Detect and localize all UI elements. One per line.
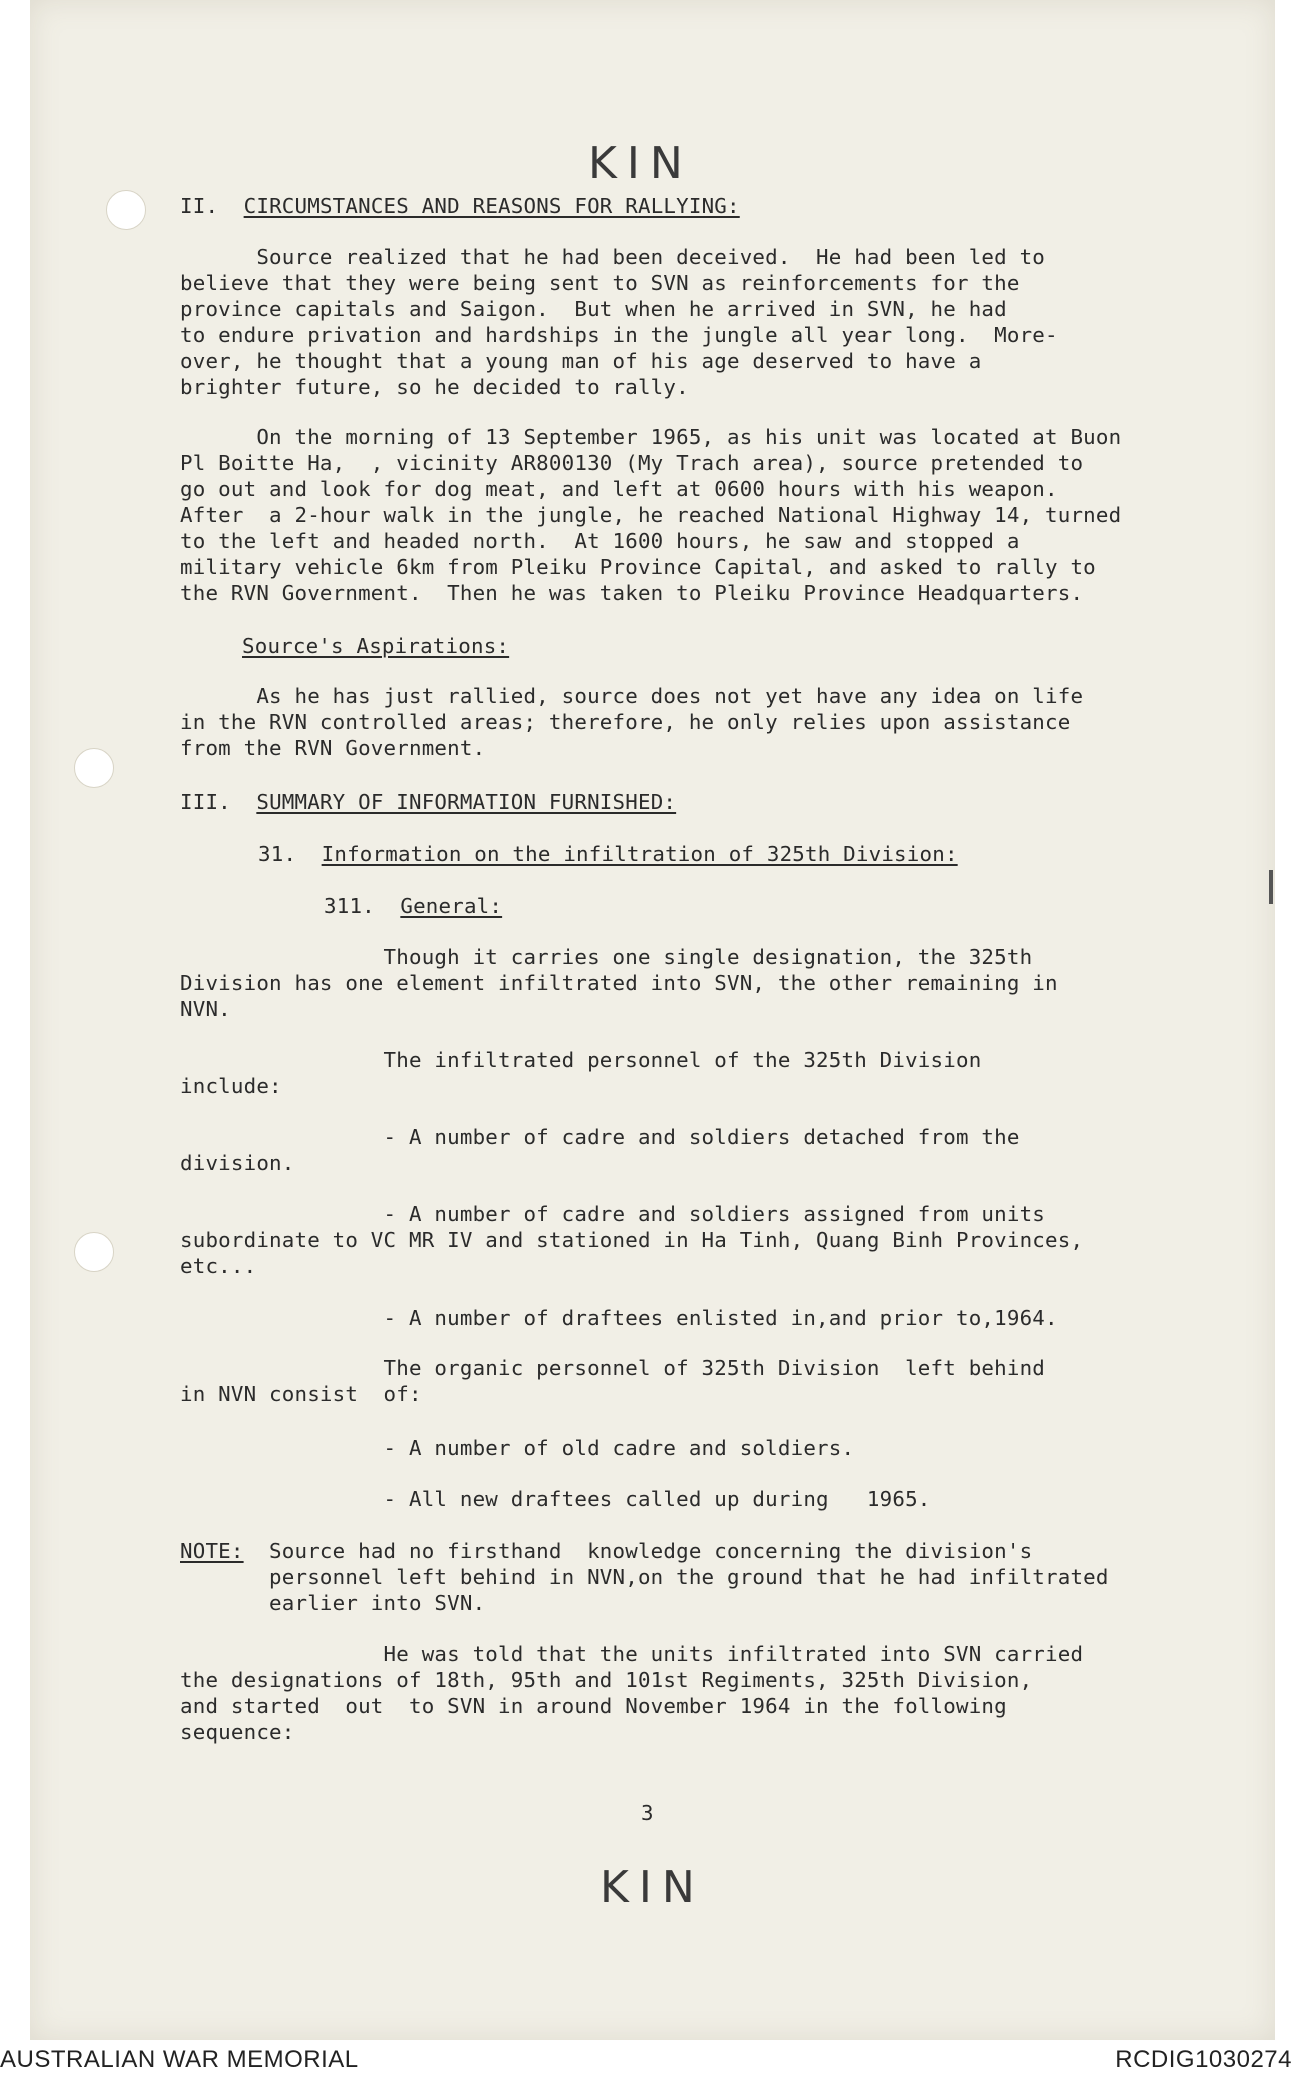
- note-block: [180, 1538, 1109, 1616]
- section-2-title: CIRCUMSTANCES AND REASONS FOR RALLYING:: [243, 194, 740, 218]
- section-3-heading: [180, 789, 676, 815]
- paragraph-line: the designations of 18th, 95th and 101st Regiments, 325th Division,: [180, 1668, 1033, 1692]
- note-text: Source had no firsthand knowledge concerning the division's: [243, 1539, 1033, 1563]
- paragraph-line: Pl Boitte Ha, , vicinity AR800130 (My Trach area), source pretended to: [180, 451, 1084, 475]
- paragraph-line: military vehicle 6km from Pleiku Province Capital, and asked to rally to: [180, 555, 1096, 579]
- list-item-line: division.: [180, 1151, 295, 1175]
- section-3-title: SUMMARY OF INFORMATION FURNISHED:: [256, 790, 677, 814]
- paragraph-line: include:: [180, 1074, 282, 1098]
- edge-mark: [1269, 870, 1273, 904]
- paragraph-aspirations: [180, 683, 1083, 761]
- section-2-heading: [180, 193, 740, 219]
- footer-handwritten-mark: KIN: [600, 1862, 705, 1913]
- list-item-line: subordinate to VC MR IV and stationed in Ha Tinh, Quang Binh Provinces,: [180, 1228, 1084, 1252]
- item-31-heading: [258, 841, 958, 867]
- paragraph-line: As he has just rallied, source does not yet have any idea on life: [180, 684, 1084, 708]
- item-31-title: Information on the infiltration of 325th Division:: [321, 842, 958, 866]
- paragraph-line: province capitals and Saigon. But when he arrived in SVN, he had: [180, 297, 1007, 321]
- paragraph-line: believe that they were being sent to SVN as reinforcements for the: [180, 271, 1020, 295]
- list-item-line: etc...: [180, 1254, 257, 1278]
- list-item-line: - A number of cadre and soldiers detached from the: [180, 1125, 1020, 1149]
- section-2-number: II.: [180, 194, 219, 218]
- punch-hole-bottom: [74, 1232, 114, 1272]
- paragraph-line: Though it carries one single designation, the 325th: [180, 945, 1033, 969]
- note-line: personnel left behind in NVN,on the ground that he had infiltrated: [180, 1565, 1109, 1589]
- list-item-line: - A number of cadre and soldiers assigned from units: [180, 1202, 1046, 1226]
- list-item: [180, 1201, 1083, 1279]
- paragraph-line: After a 2-hour walk in the jungle, he reached National Highway 14, turned: [180, 503, 1122, 527]
- item-31-number: 31.: [258, 842, 297, 866]
- punch-hole-middle: [74, 748, 114, 788]
- aspirations-heading: Source's Aspirations:: [242, 634, 510, 658]
- section-3-number: III.: [180, 790, 231, 814]
- footer-archive-id: RCDIG1030274: [1115, 2046, 1292, 2073]
- paragraph-line: to the left and headed north. At 1600 hours, he saw and stopped a: [180, 529, 1020, 553]
- paragraph-line: The organic personnel of 325th Division left behind: [180, 1356, 1046, 1380]
- list-item: - All new draftees called up during 1965.: [180, 1487, 931, 1511]
- list-item: - A number of old cadre and soldiers.: [180, 1436, 855, 1460]
- paragraph-deceived: [180, 244, 1058, 400]
- item-311-number: 311.: [324, 894, 375, 918]
- paragraph-line: Source realized that he had been deceived. He had been led to: [180, 245, 1046, 269]
- note-label: NOTE:: [180, 1539, 244, 1563]
- paragraph-line: over, he thought that a young man of his age deserved to have a: [180, 349, 982, 373]
- paragraph-rally-event: [180, 424, 1121, 606]
- page-number: 3: [641, 1801, 654, 1825]
- paragraph-line: sequence:: [180, 1720, 295, 1744]
- paragraph-line: from the RVN Government.: [180, 736, 486, 760]
- paragraph-line: in NVN consist of:: [180, 1382, 422, 1406]
- paragraph-line: go out and look for dog meat, and left at 0600 hours with his weapon.: [180, 477, 1058, 501]
- paragraph-line: NVN.: [180, 997, 231, 1021]
- paragraph-designation: [180, 944, 1058, 1022]
- paragraph-line: On the morning of 13 September 1965, as his unit was located at Buon: [180, 425, 1122, 449]
- paragraph-line: the RVN Government. Then he was taken to Pleiku Province Headquarters.: [180, 581, 1084, 605]
- paragraph-line: Division has one element infiltrated into SVN, the other remaining in: [180, 971, 1058, 995]
- paragraph-regiments: [180, 1641, 1083, 1745]
- footer-archive-name: AUSTRALIAN WAR MEMORIAL: [0, 2046, 359, 2073]
- paragraph-line: brighter future, so he decided to rally.: [180, 375, 689, 399]
- list-item: - A number of draftees enlisted in,and prior to,1964.: [180, 1306, 1058, 1330]
- note-line: earlier into SVN.: [180, 1591, 486, 1615]
- paragraph-line: The infiltrated personnel of the 325th Division: [180, 1048, 982, 1072]
- list-item: [180, 1124, 1020, 1176]
- paragraph-line: in the RVN controlled areas; therefore, he only relies upon assistance: [180, 710, 1071, 734]
- paragraph-line: He was told that the units infiltrated into SVN carried: [180, 1642, 1084, 1666]
- item-311-heading: [324, 893, 502, 919]
- paragraph-line: to endure privation and hardships in the jungle all year long. More-: [180, 323, 1058, 347]
- paragraph-infiltrated-personnel: [180, 1047, 981, 1099]
- item-311-title: General:: [400, 894, 503, 918]
- paragraph-organic-personnel: [180, 1355, 1045, 1407]
- punch-hole-top: [106, 190, 146, 230]
- header-handwritten-mark: KIN: [588, 138, 693, 189]
- note-line: [180, 1538, 1109, 1564]
- paragraph-line: and started out to SVN in around November 1964 in the following: [180, 1694, 1007, 1718]
